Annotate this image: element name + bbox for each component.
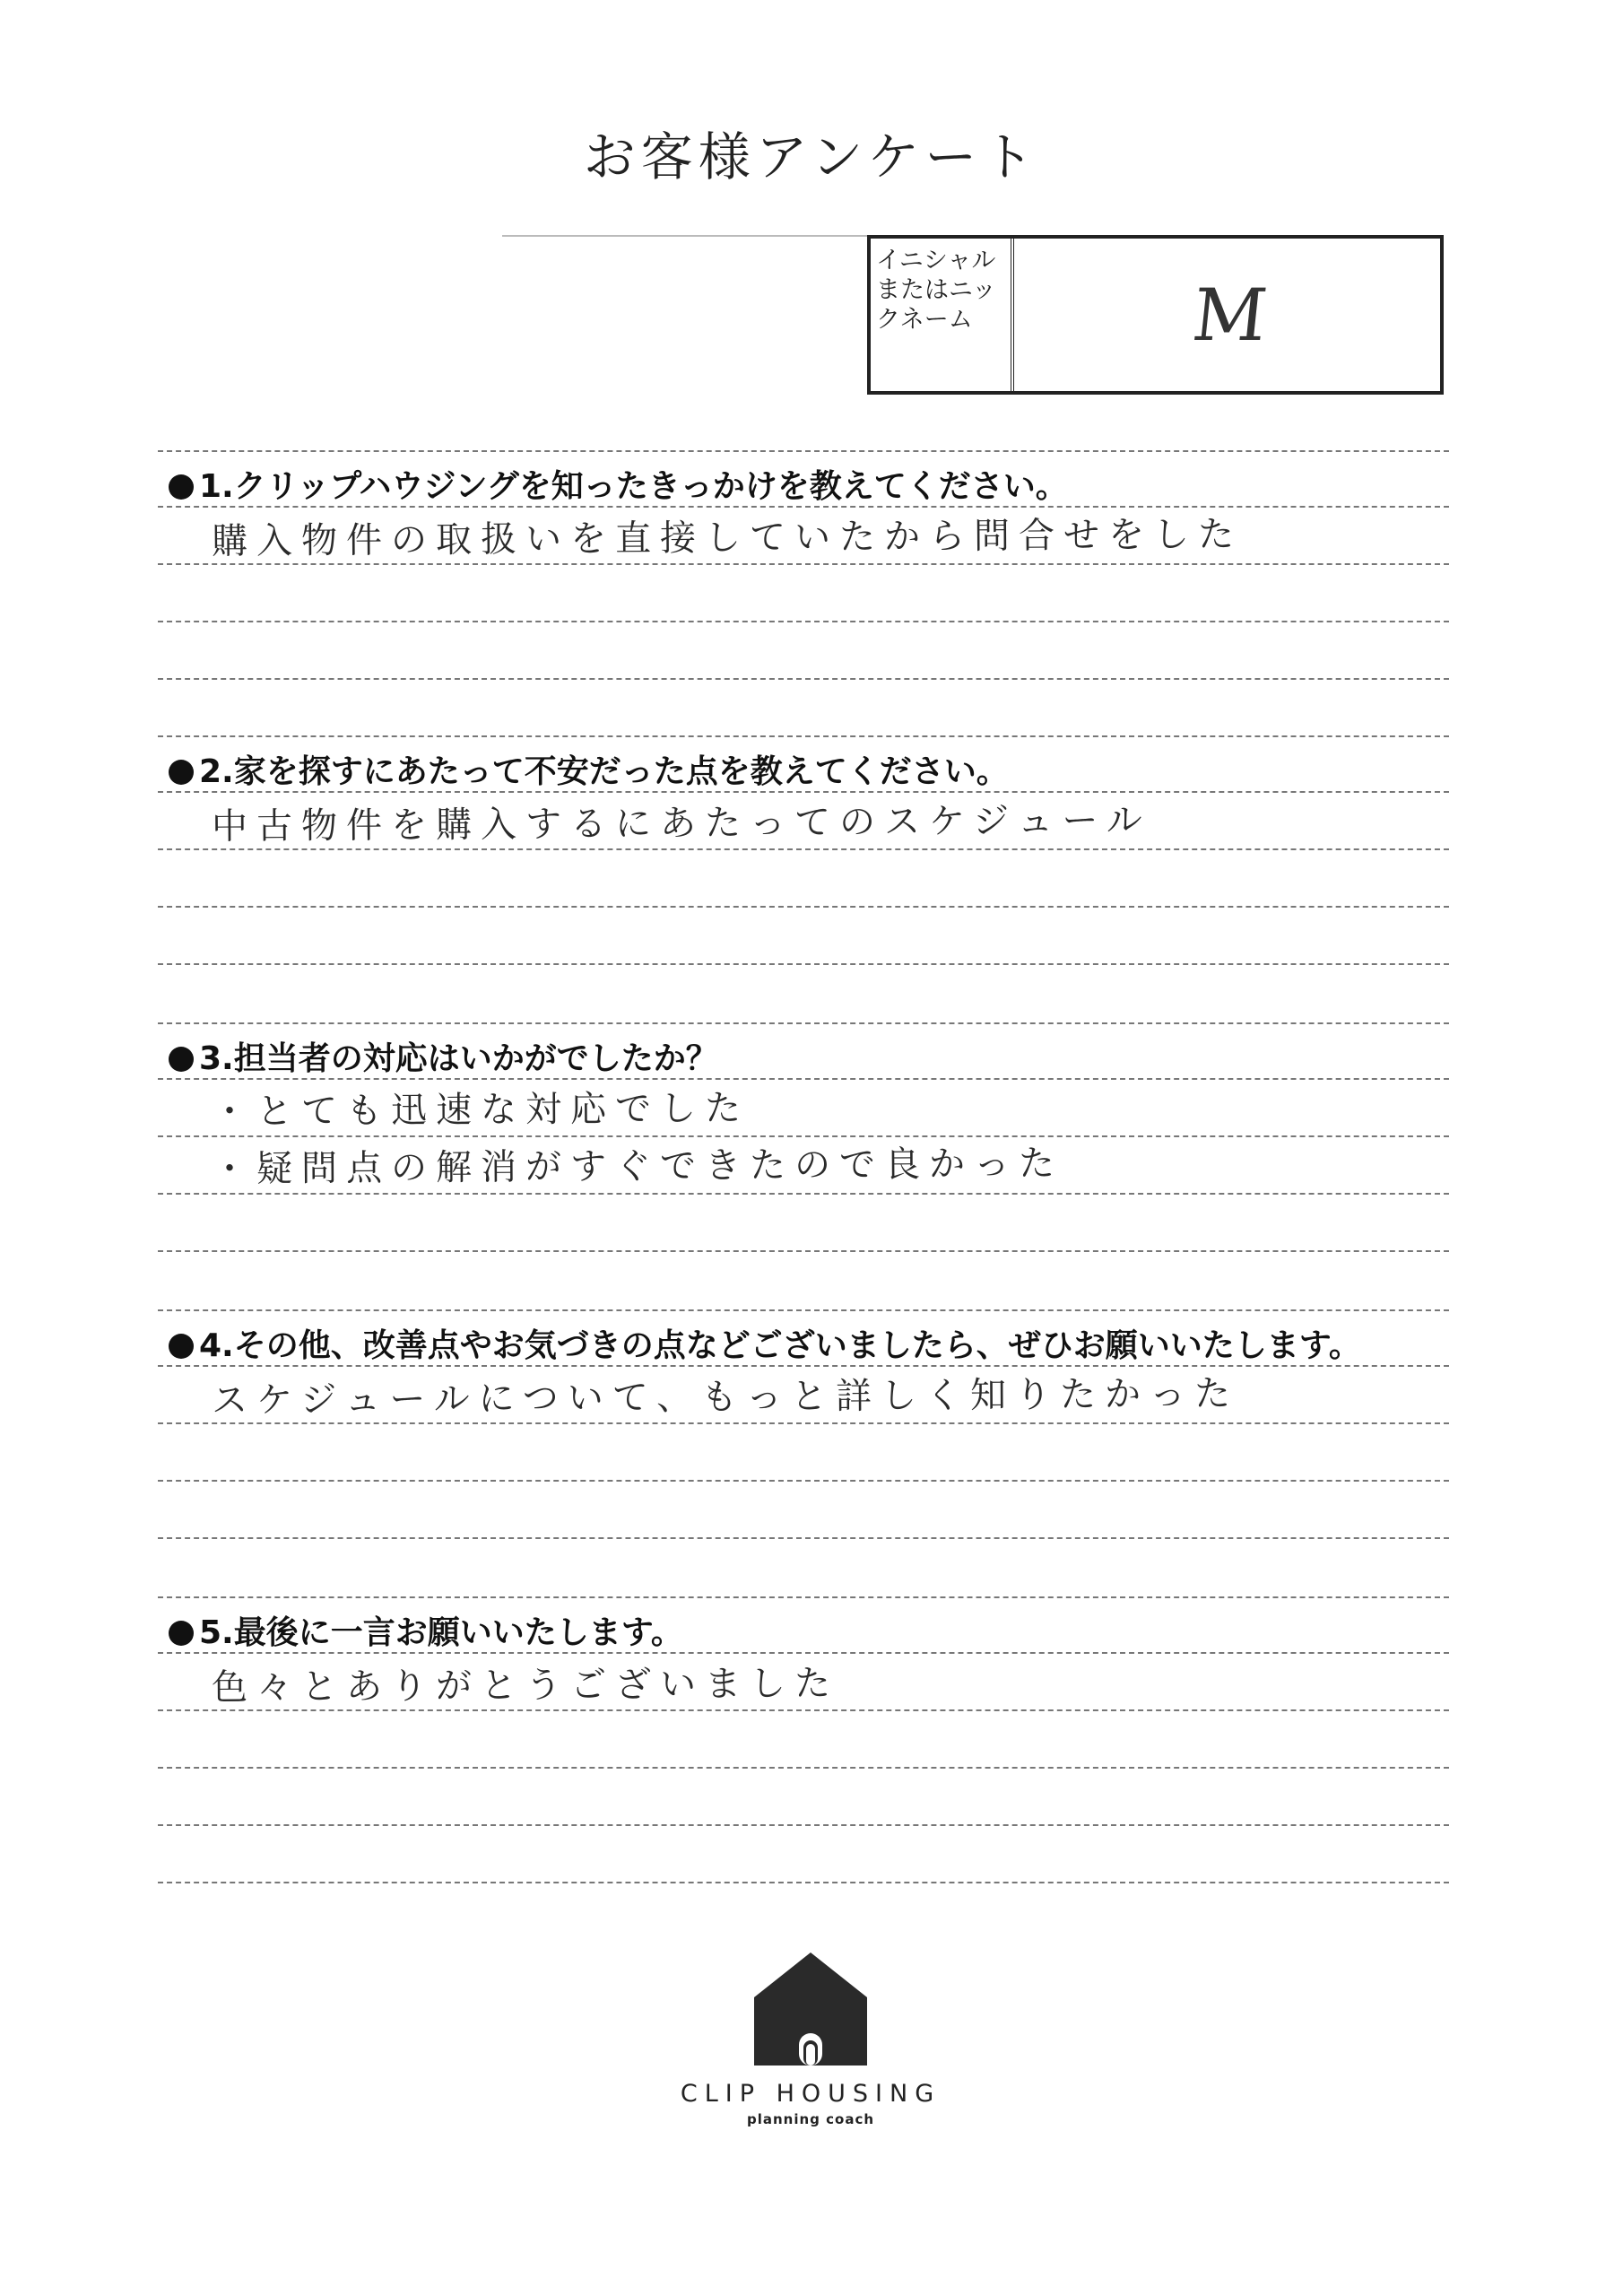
- bullet-icon: [169, 1334, 194, 1359]
- page-title: お客様アンケート: [583, 126, 1040, 187]
- question-4: 4.その他、改善点やお気づきの点などございましたら、ぜひお願いいたします。: [169, 1320, 1361, 1366]
- ruled-line: [158, 791, 1449, 793]
- ruled-line: [158, 1022, 1449, 1024]
- question-1: 1.クリップハウジングを知ったきっかけを教えてください。: [169, 461, 1068, 507]
- bullet-icon: [169, 760, 194, 785]
- bullet-icon: [169, 474, 194, 500]
- ruled-line: [158, 1309, 1449, 1311]
- ruled-line: [158, 450, 1449, 452]
- answer-3-line-2: ・疑問点の解消がすぐできたので良かった: [211, 1143, 1064, 1190]
- ruled-line: [158, 1652, 1449, 1654]
- logo-tagline: planning coach: [746, 2111, 875, 2127]
- answer-4-line-1: スケジュールについて、もっと詳しく知りたかった: [211, 1373, 1240, 1422]
- ruled-line: [158, 1365, 1449, 1367]
- ruled-line: [158, 1193, 1449, 1195]
- ruled-line: [158, 1824, 1449, 1826]
- ruled-line: [158, 963, 1449, 965]
- bullet-icon: [169, 1621, 194, 1646]
- ruled-line: [158, 621, 1449, 622]
- bullet-icon: [169, 1047, 194, 1072]
- ruled-line: [158, 848, 1449, 850]
- ruled-line: [158, 1767, 1449, 1769]
- ruled-line: [158, 1422, 1449, 1424]
- ruled-line: [158, 1480, 1449, 1482]
- house-icon: [752, 1951, 869, 2067]
- ruled-line: [158, 1537, 1449, 1539]
- answer-1-line-1: 購入物件の取扱いを直接していたから問合せをした: [211, 513, 1244, 562]
- answer-5-line-1: 色々とありがとうございました: [211, 1663, 840, 1709]
- question-3: 3.担当者の対応はいかがでしたか？: [169, 1033, 718, 1079]
- answer-2-line-1: 中古物件を購入するにあたってのスケジュール: [211, 799, 1151, 848]
- ruled-line: [158, 1596, 1449, 1598]
- nickname-value: M: [1188, 273, 1266, 357]
- ruled-line: [158, 906, 1449, 908]
- clip-housing-logo: [667, 1951, 954, 2127]
- ruled-line: [158, 563, 1449, 565]
- ruled-line: [158, 678, 1449, 680]
- ruled-line: [158, 506, 1449, 508]
- logo-name: CLIP HOUSING: [680, 2080, 942, 2108]
- ruled-line: [158, 1250, 1449, 1252]
- answer-3-line-1: ・とても迅速な対応でした: [211, 1087, 751, 1133]
- ruled-line: [158, 1882, 1449, 1883]
- nickname-label: イニシャルまたはニックネーム: [871, 239, 1014, 391]
- nickname-box: [867, 235, 1444, 395]
- ruled-line: [158, 1709, 1449, 1711]
- ruled-line: [158, 735, 1449, 737]
- question-5: 5.最後に一言お願いいたします。: [169, 1607, 683, 1653]
- question-2: 2.家を探すにあたって不安だった点を教えてください。: [169, 746, 1009, 792]
- ruled-line: [158, 1078, 1449, 1080]
